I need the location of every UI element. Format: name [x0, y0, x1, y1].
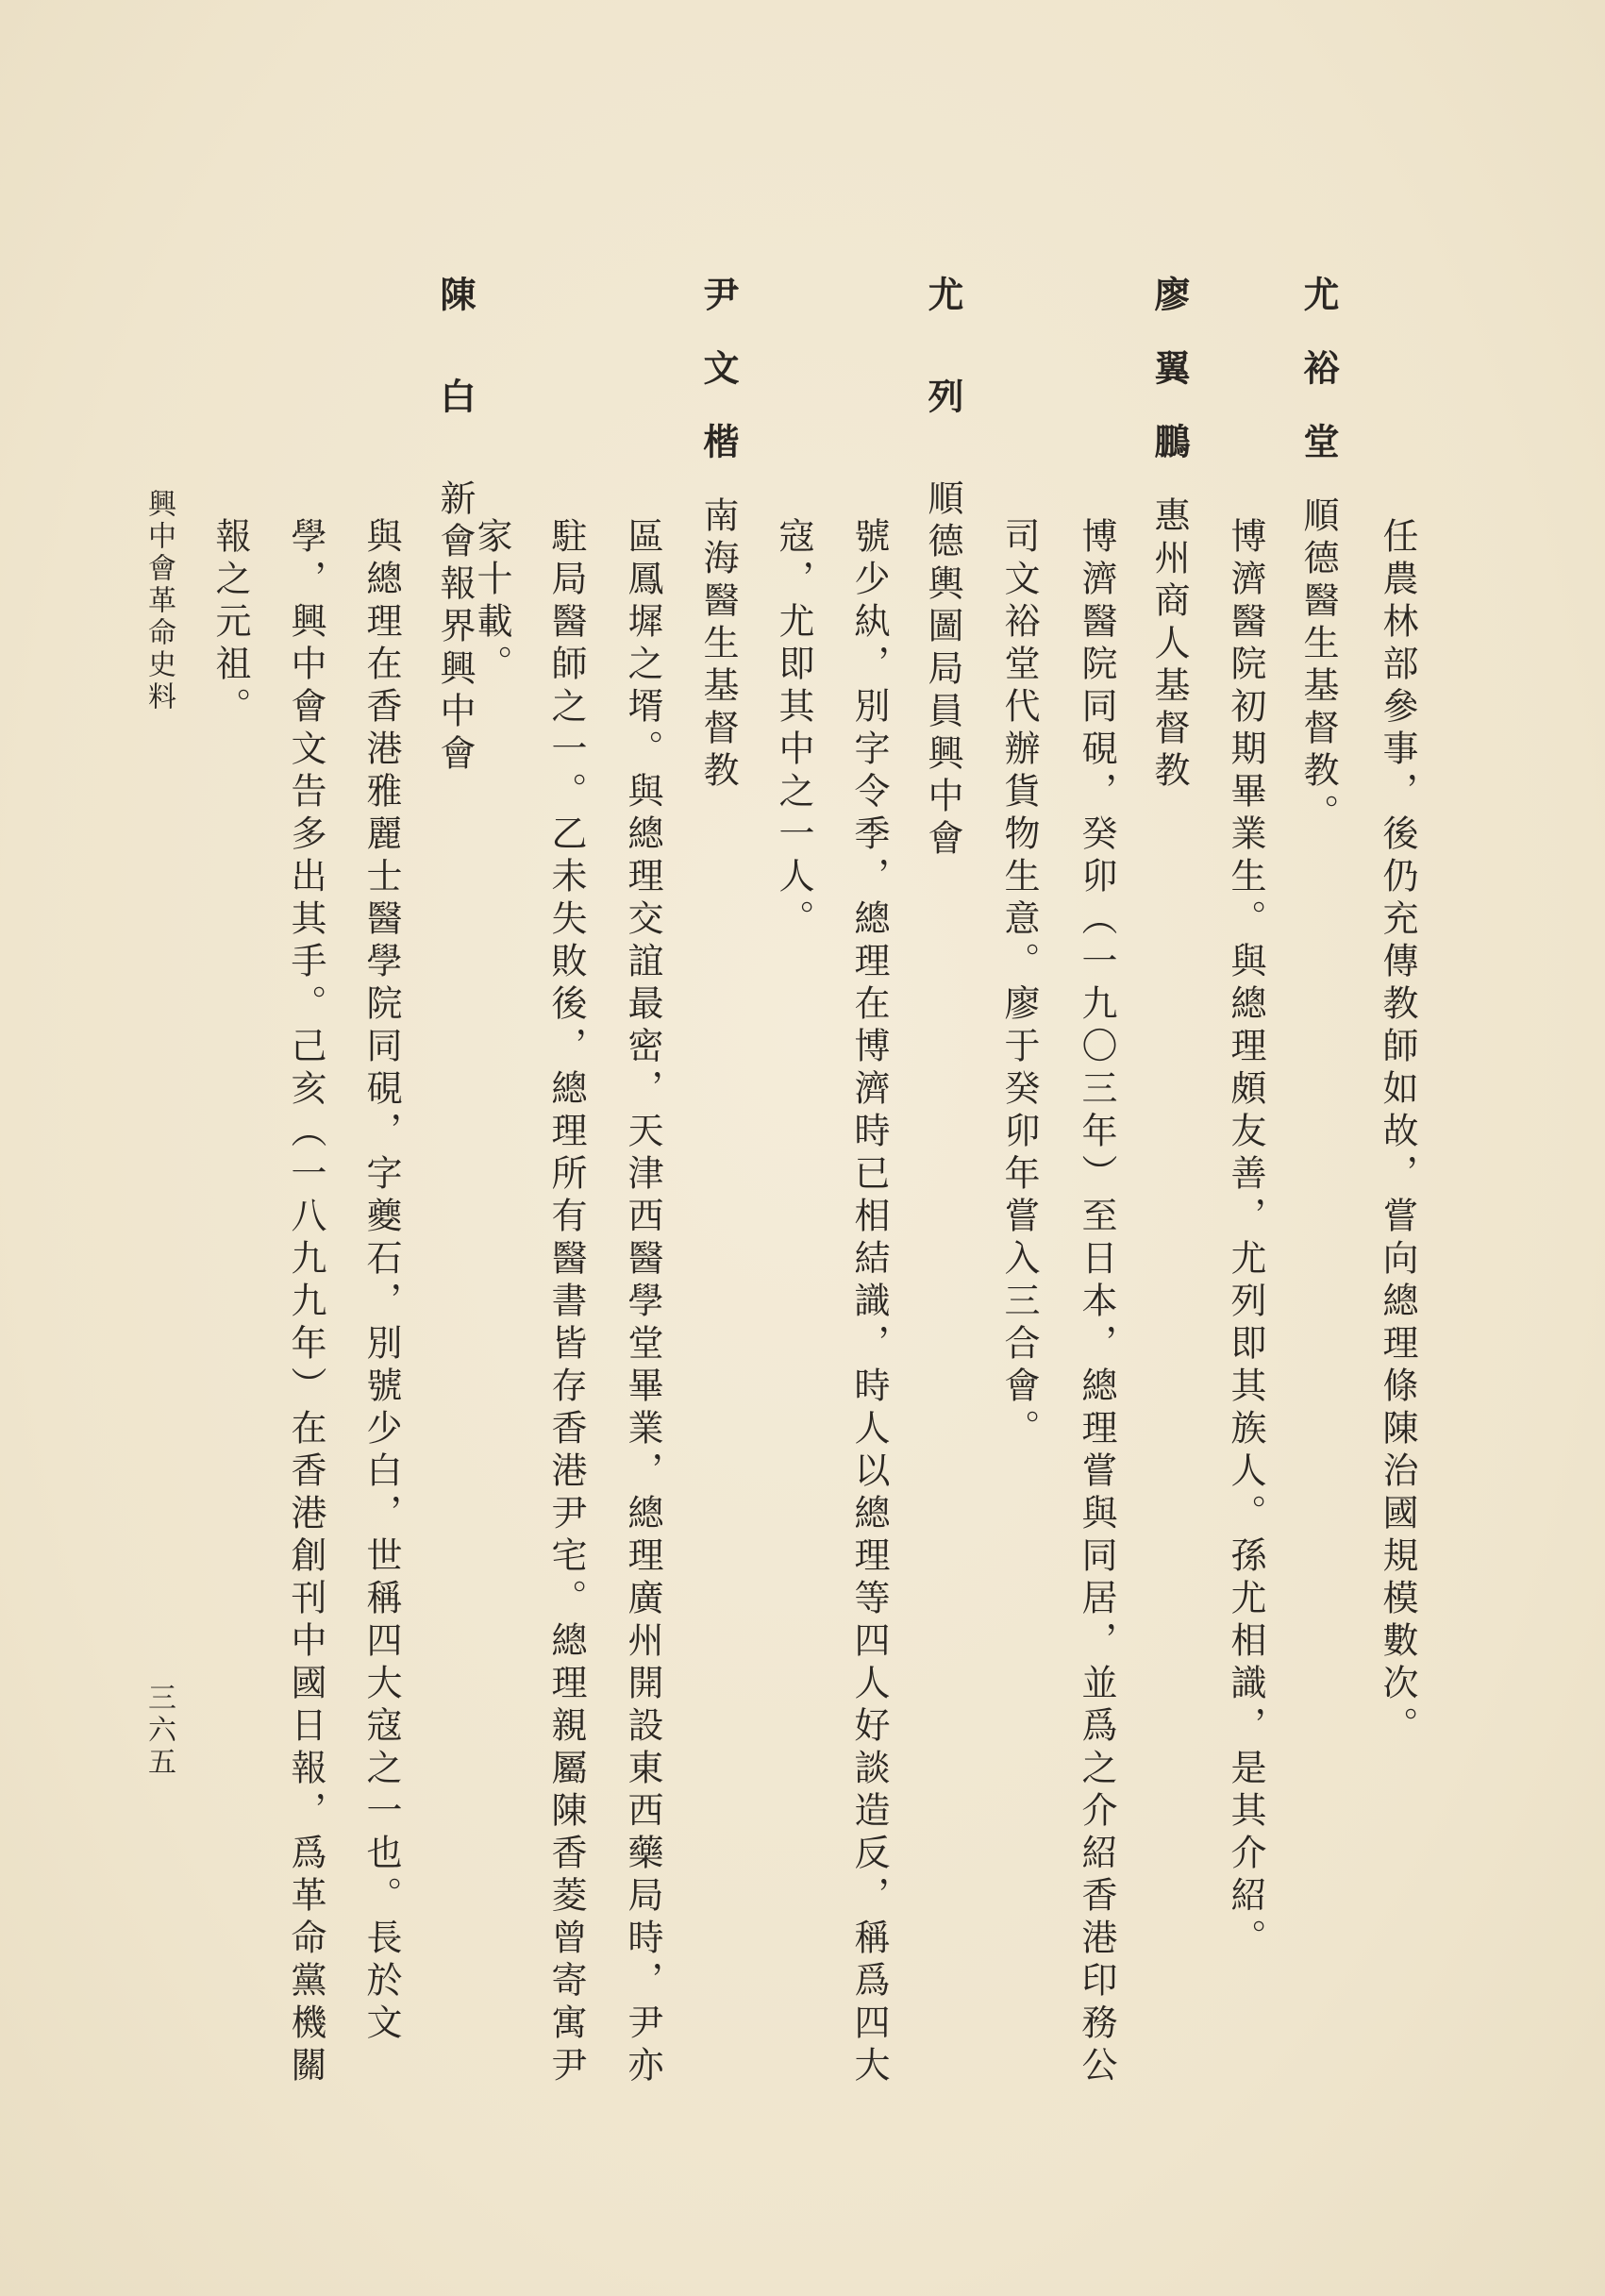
entry-name: 廖翼鵬: [1148, 276, 1191, 496]
running-head: 興中會革命史料: [142, 489, 176, 713]
column-text: 駐局醫師之一。乙未失敗後，總理所有醫書皆存香港尹宅。總理親屬陳香菱曾寄寓尹: [545, 517, 587, 2088]
column-text: 任農林部參事，後仍充傳教師如故，嘗向總理條陳治國規模數次。: [1377, 517, 1418, 1749]
text-column: [998, 517, 1040, 1451]
column-text: 報之元祖。: [209, 517, 251, 729]
entry-occupation: 醫生: [697, 581, 739, 666]
entry-place: 南海: [697, 496, 739, 581]
entry-org: 興中會: [434, 649, 476, 777]
entry-occupation: 醫生: [1297, 581, 1339, 666]
entry-name: 陳白: [434, 276, 476, 479]
entry-header-you-lie: [922, 276, 964, 862]
text-column: [1377, 517, 1418, 1749]
text-column: [471, 517, 512, 687]
entry-header-yin-wenkai: [697, 276, 740, 794]
entry-place: 惠州: [1148, 496, 1190, 581]
entry-name: 尤裕堂: [1297, 276, 1340, 496]
text-column: [1076, 517, 1117, 2088]
column-text: 區鳳墀之壻。與總理交誼最密，天津西醫學堂畢業，總理廣州開設東西藥局時，尹亦: [622, 517, 663, 2088]
column-text: 博濟醫院同硯，癸卯（一九〇三年）至日本，總理嘗與同居，並爲之介紹香港印務公: [1076, 517, 1117, 2088]
page-number: 三六五: [142, 1683, 176, 1779]
column-text: 博濟醫院初期畢業生。與總理頗友善，尤列即其族人。孫尤相識，是其介紹。: [1225, 517, 1266, 1961]
column-text: 寇，尤即其中之一人。: [773, 517, 814, 942]
text-column: [360, 517, 402, 2046]
text-column: [773, 517, 814, 942]
text-column: [545, 517, 587, 2088]
entry-occupation: 輿圖局員: [922, 564, 963, 734]
entry-org: 基督教: [697, 666, 739, 794]
column-text: 號少紈，別字令季，總理在博濟時已相結識，時人以總理等四人好談造反，稱爲四大: [848, 517, 890, 2088]
entry-name: 尤列: [922, 276, 964, 479]
text-column: [848, 517, 890, 2088]
entry-place: 新會: [434, 479, 476, 564]
text-column: [209, 517, 251, 729]
entry-place: 順德: [922, 479, 963, 564]
column-text: 家十載。: [471, 517, 512, 687]
text-column: [285, 517, 326, 2088]
entry-name: 尹文楷: [697, 276, 740, 496]
text-column: [622, 517, 663, 2088]
entry-header-liao-yipeng: [1148, 276, 1191, 794]
entry-occupation: 報界: [434, 564, 476, 649]
entry-place: 順德: [1297, 496, 1339, 581]
column-text: 司文裕堂代辦貨物生意。廖于癸卯年嘗入三合會。: [998, 517, 1040, 1451]
entry-org: 基督教。: [1297, 666, 1339, 836]
entry-org: 興中會: [922, 734, 963, 862]
text-column: [1225, 517, 1266, 1961]
column-text: 學，興中會文告多出其手。己亥（一八九九年）在香港創刊中國日報，爲革命黨機關: [285, 517, 326, 2088]
column-text: 與總理在香港雅麗士醫學院同硯，字夔石，別號少白，世稱四大寇之一也。長於文: [360, 517, 402, 2046]
entry-header-chen-bai: [434, 276, 476, 777]
entry-occupation: 商人: [1148, 581, 1190, 666]
entry-org: 基督教: [1148, 666, 1190, 794]
entry-header-you-yutang: [1297, 276, 1340, 836]
